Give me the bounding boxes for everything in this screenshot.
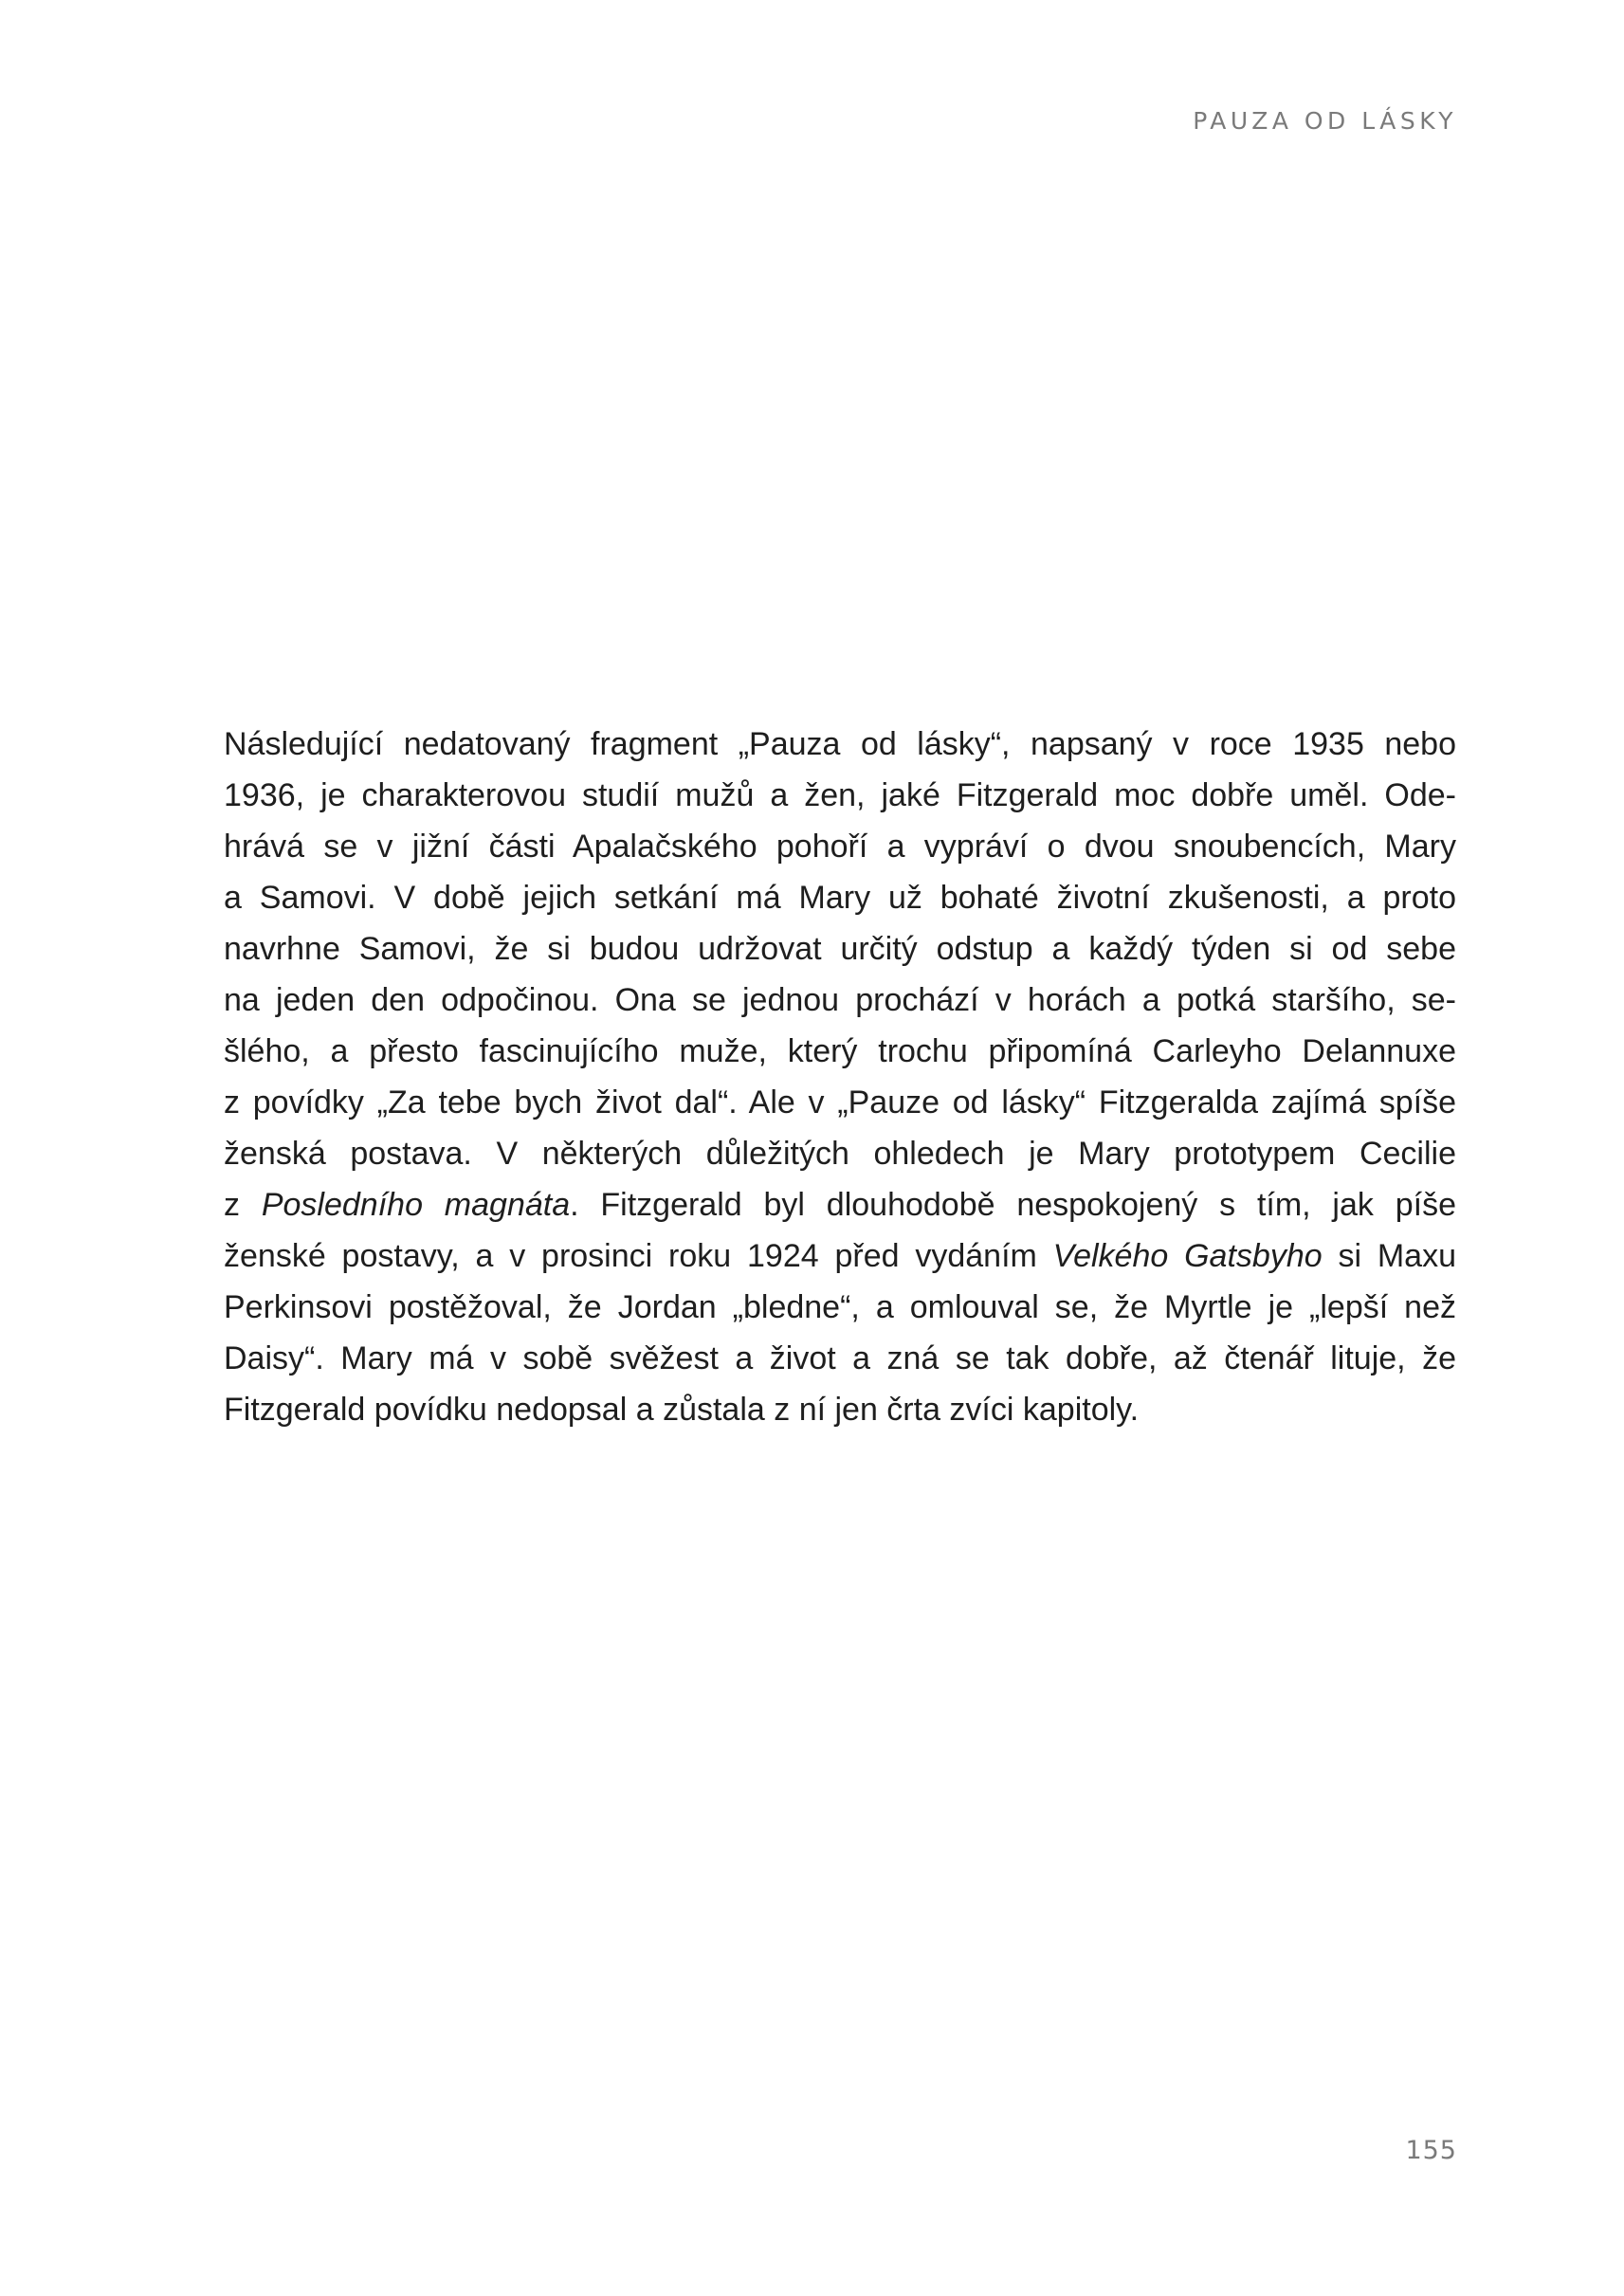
text-line: a Samovi. V době jejich setkání má Mary už bohaté životní zkušenosti, a proto [224, 880, 1456, 916]
running-head: PAUZA OD LÁSKY [1193, 107, 1457, 135]
text-line: Perkinsovi postěžoval, že Jordan „bledne“, a omlouval se, že Myrtle je „lepší než [224, 1289, 1456, 1325]
text-line: Fitzgerald povídku nedopsal a zůstala z ní jen črta zvíci kapitoly. [224, 1392, 1140, 1428]
italic-book-title: Posledního magnáta [261, 1187, 571, 1223]
text-line: na jeden den odpočinou. Ona se jednou prochází v horách a potká staršího, se- [224, 982, 1456, 1018]
text-line: navrhne Samovi, že si budou udržovat určitý odstup a každý týden si od sebe [224, 931, 1456, 967]
text-run: ženské postavy, a v prosinci roku 1924 před vydáním [224, 1238, 1053, 1274]
text-line: šlého, a přesto fascinujícího muže, který trochu připomíná Carleyho Delannuxe [224, 1033, 1456, 1069]
body-paragraph [224, 719, 1456, 1435]
text-line [224, 1230, 1456, 1282]
text-line: Daisy“. Mary má v sobě svěžest a život a zná se tak dobře, až čtenář lituje, že [224, 1340, 1456, 1376]
text-run: si Maxu [1322, 1238, 1456, 1274]
text-line [224, 1179, 1456, 1230]
text-line: Následující nedatovaný fragment „Pauza od lásky“, napsaný v roce 1935 nebo [224, 726, 1456, 762]
text-run: z [224, 1187, 262, 1223]
text-line: z povídky „Za tebe bych život dal“. Ale v „Pauze od lásky“ Fitzgeralda zajímá spíše [224, 1084, 1456, 1121]
text-line: ženská postava. V některých důležitých ohledech je Mary prototypem Cecilie [224, 1136, 1456, 1172]
text-line: hrává se v jižní části Apalačského pohoří a vypráví o dvou snoubencích, Mary [224, 829, 1456, 865]
text-run: . Fitzgerald byl dlouhodobě nespokojený s tím, jak píše [570, 1187, 1456, 1223]
page-number: 155 [1405, 2136, 1457, 2165]
text-line: 1936, je charakterovou studií mužů a žen, jaké Fitzgerald moc dobře uměl. Ode- [224, 777, 1456, 813]
italic-book-title: Velkého Gatsbyho [1052, 1238, 1323, 1274]
